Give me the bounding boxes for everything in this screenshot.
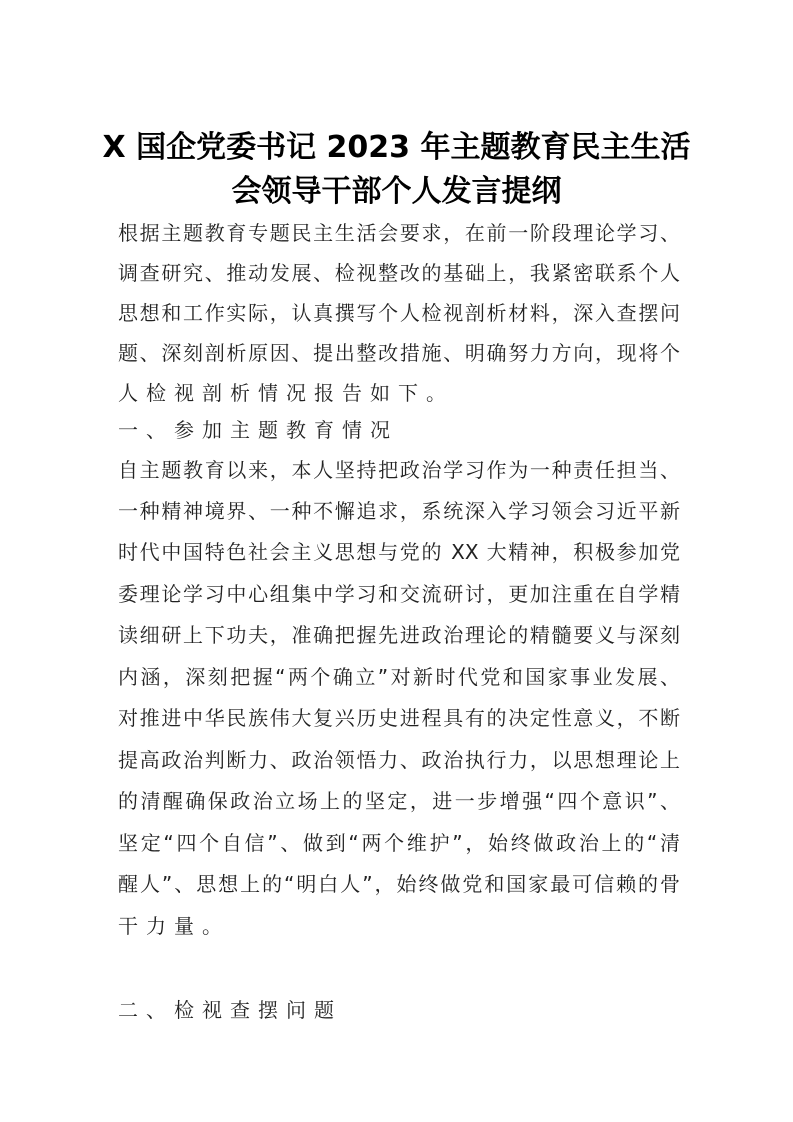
text-line: 思想和工作实际，认真撰写个人检视剖析材料，深入查摆问 [118, 301, 680, 325]
text-line: 自主题教育以来，本人坚持把政治学习作为一种责任担当、 [118, 458, 680, 482]
document-title-line-2: 会领导干部个人发言提纲 [231, 174, 562, 209]
section-heading-2: 二、检视查摆问题 [118, 998, 342, 1022]
text-line: 提高政治判断力、政治领悟力、政治执行力，以思想理论上 [118, 748, 680, 772]
text-line: 调查研究、推动发展、检视整改的基础上，我紧密联系个人 [118, 261, 680, 285]
text-line: 读细研上下功夫，准确把握先进政治理论的精髓要义与深刻 [118, 623, 680, 647]
text-line: 一种精神境界、一种不懈追求，系统深入学习领会习近平新 [118, 499, 680, 523]
text-line: 的清醒确保政治立场上的坚定，进一步增强“四个意识”、 [118, 789, 680, 813]
text-line: 人检视剖析情况报告如下。 [118, 381, 454, 405]
text-line: 坚定“四个自信”、做到“两个维护”，始终做政治上的“清 [118, 831, 680, 855]
text-line: 对推进中华民族伟大复兴历史进程具有的决定性意义，不断 [118, 706, 680, 730]
text-line: 醒人”、思想上的“明白人”，始终做党和国家最可信赖的骨 [118, 872, 680, 896]
document-title-line-1: X 国企党委书记 2023 年主题教育民主生活 [102, 130, 691, 165]
text-line: 时代中国特色社会主义思想与党的 XX 大精神，积极参加党 [118, 540, 680, 564]
text-line: 干力量。 [118, 914, 230, 938]
section-heading-1: 一、参加主题教育情况 [118, 418, 398, 442]
text-line: 根据主题教育专题民主生活会要求，在前一阶段理论学习、 [118, 221, 680, 245]
text-line: 内涵，深刻把握“两个确立”对新时代党和国家事业发展、 [118, 665, 680, 689]
text-line: 委理论学习中心组集中学习和交流研讨，更加注重在自学精 [118, 582, 680, 606]
text-line: 题、深刻剖析原因、提出整改措施、明确努力方向，现将个 [118, 341, 680, 365]
